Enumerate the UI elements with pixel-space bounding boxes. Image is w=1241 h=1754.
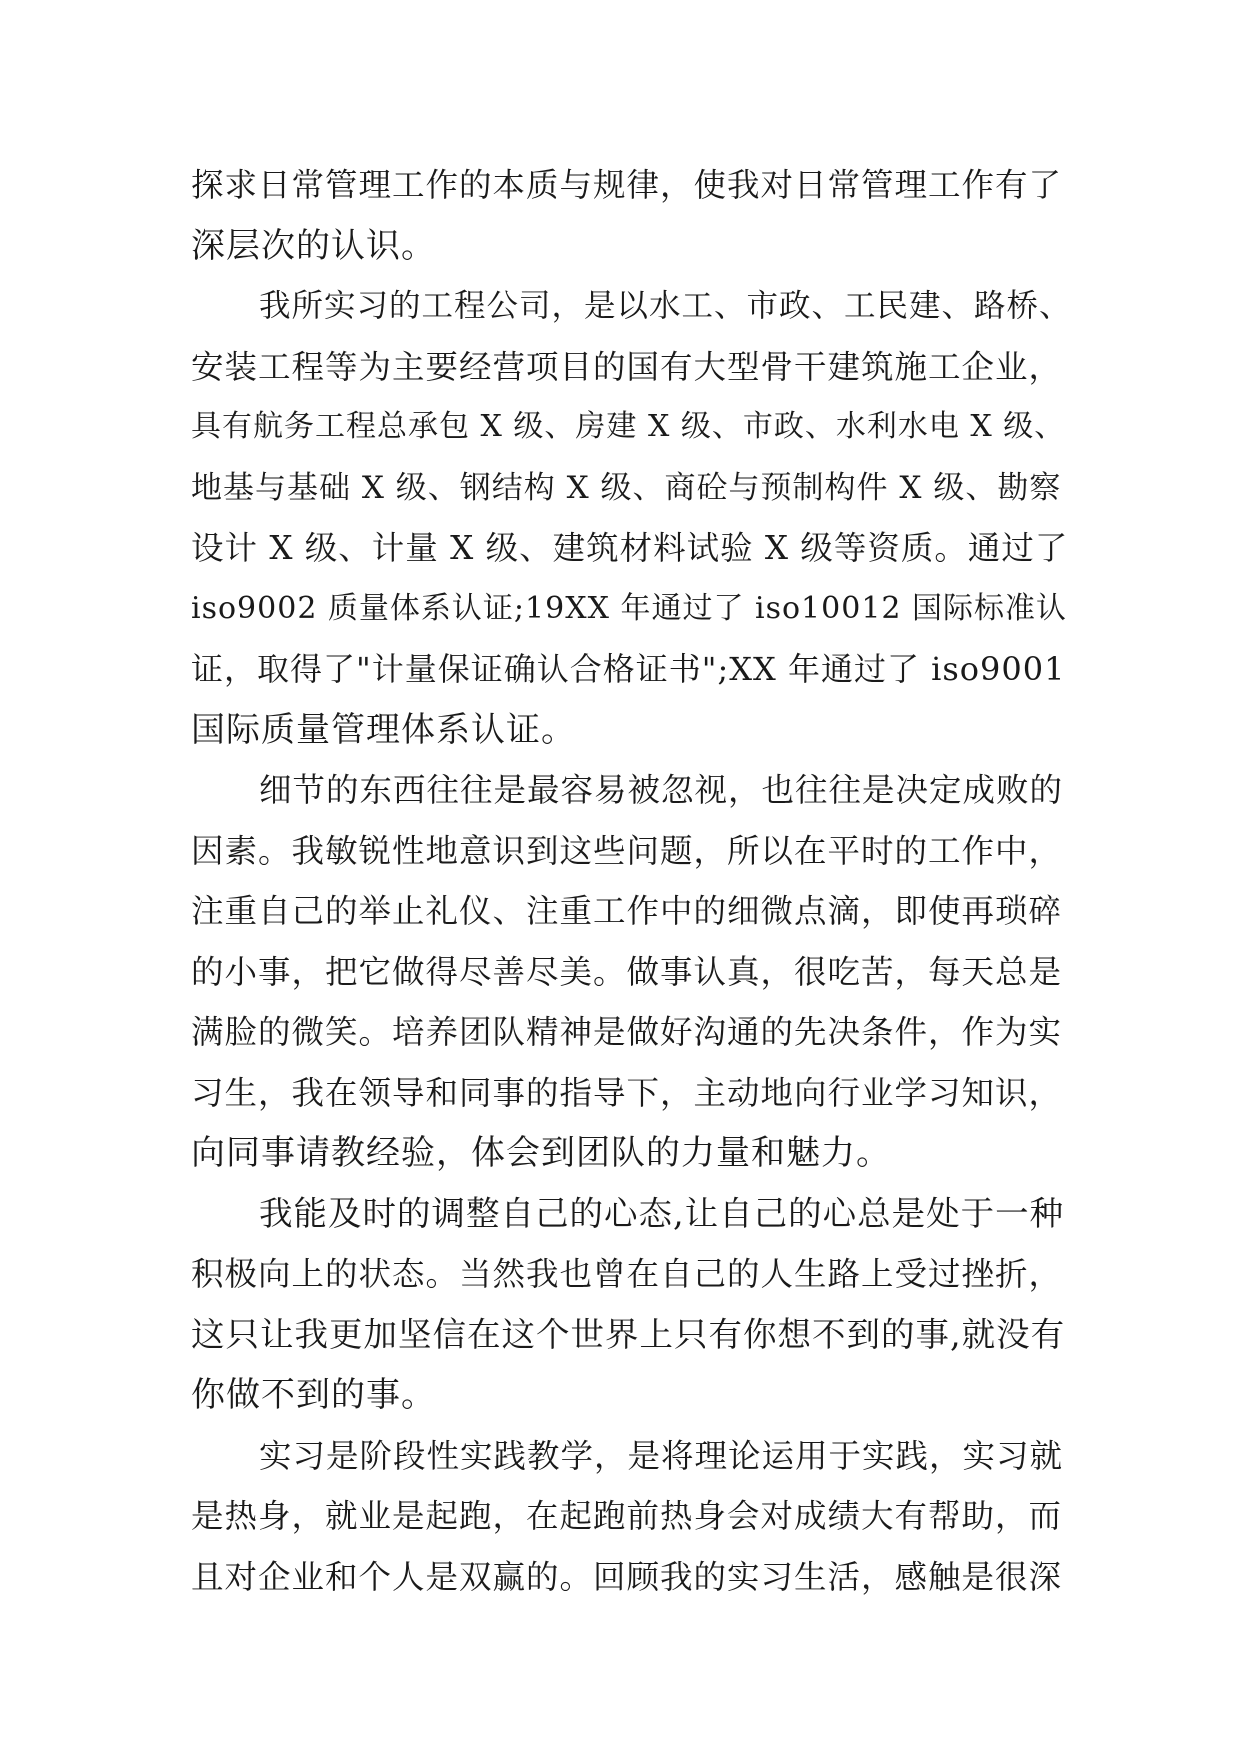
paragraph-first-line: 实习是阶段性实践教学，是将理论运用于实践，实习就 — [259, 1436, 1064, 1475]
text-line: 习生，我在领导和同事的指导下，主动地向行业学习知识， — [191, 1073, 1063, 1112]
text-line: 的小事，把它做得尽善尽美。做事认真，很吃苦，每天总是 — [191, 952, 1063, 991]
text-line: 证，取得了"计量保证确认合格证书";XX 年通过了 iso9001 — [191, 650, 1066, 688]
text-line: 探求日常管理工作的本质与规律，使我对日常管理工作有了 — [191, 166, 1063, 204]
text-line: 具有航务工程总承包 X 级、房建 X 级、市政、水利水电 X 级、 — [191, 409, 1066, 444]
paragraph-first-line: 我所实习的工程公司，是以水工、市政、工民建、路桥、 — [259, 288, 1072, 324]
text-line: 因素。我敏锐性地意识到这些问题，所以在平时的工作中， — [191, 831, 1063, 870]
paragraph-first-line: 细节的东西往往是最容易被忽视，也往往是决定成败的 — [259, 771, 1064, 809]
text-line: 向同事请教经验，体会到团队的力量和魅力。 — [191, 1133, 891, 1173]
text-line: 满脸的微笑。培养团队精神是做好沟通的先决条件，作为实 — [191, 1013, 1063, 1051]
text-line: 深层次的认识。 — [191, 225, 436, 266]
text-line: 积极向上的状态。当然我也曾在自己的人生路上受过挫折， — [191, 1255, 1063, 1293]
text-line: iso9002 质量体系认证;19XX 年通过了 iso10012 国际标准认 — [191, 590, 1068, 626]
text-line: 地基与基础 X 级、钢结构 X 级、商砼与预制构件 X 级、勘察 — [191, 469, 1062, 506]
text-line: 你做不到的事。 — [191, 1375, 436, 1415]
document-body — [191, 155, 1071, 1607]
text-line: 且对企业和个人是双赢的。回顾我的实习生活，感触是很深 — [191, 1557, 1063, 1596]
text-line: 安装工程等为主要经营项目的国有大型骨干建筑施工企业， — [191, 347, 1063, 386]
text-line: 这只让我更加坚信在这个世界上只有你想不到的事,就没有 — [191, 1314, 1066, 1354]
text-line: 国际质量管理体系认证。 — [191, 709, 576, 750]
text-line: 注重自己的举止礼仪、注重工作中的细微点滴，即使再琐碎 — [191, 892, 1063, 930]
paragraph-first-line: 我能及时的调整自己的心态,让自己的心总是处于一种 — [259, 1193, 1065, 1233]
text-line: 是热身，就业是起跑，在起跑前热身会对成绩大有帮助，而 — [191, 1497, 1063, 1535]
text-line: 设计 X 级、计量 X 级、建筑材料试验 X 级等资质。通过了 — [191, 529, 1069, 567]
